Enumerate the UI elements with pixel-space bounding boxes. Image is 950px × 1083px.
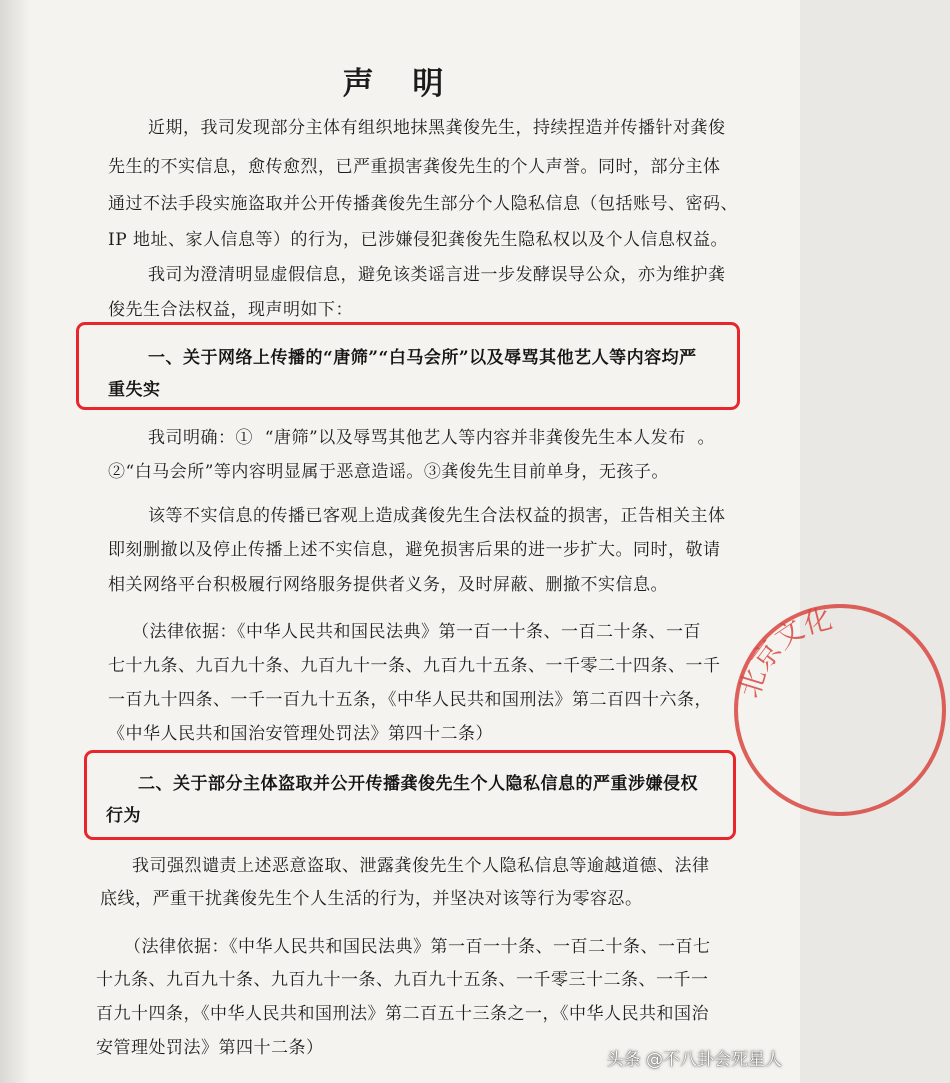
section1-heading-line-2: 重失实 bbox=[108, 380, 161, 400]
para2-line-1: 我司为澄清明显虚假信息，避免该类谣言进一步发酵误导公众，亦为维护龚 bbox=[148, 265, 726, 285]
seal-text: 北京文化 bbox=[732, 601, 836, 702]
legal2-line-1: （法律依据：《中华人民共和国民法典》第一百一十条、一百二十条、一百七 bbox=[124, 937, 711, 957]
highlight-box-section-2 bbox=[84, 750, 736, 840]
seal-ring bbox=[736, 606, 944, 814]
legal2-line-3: 百九十四条，《中华人民共和国刑法》第二百五十三条之一，《中华人民共和国治 bbox=[96, 1004, 709, 1024]
para1-line-3: 通过不法手段实施盗取并公开传播龚俊先生部分个人隐私信息（包括账号、密码、 bbox=[108, 194, 738, 214]
legal1-line-3: 一百九十四条、一千一百九十五条，《中华人民共和国刑法》第二百四十六条， bbox=[108, 690, 712, 710]
svg-text:北京文化 bbox=[733, 602, 836, 702]
para3-line-2: ②“白马会所”等内容明显属于恶意造谣。③龚俊先生目前单身，无孩子。 bbox=[108, 462, 669, 482]
para4-line-1: 该等不实信息的传播已客观上造成龚俊先生合法权益的损害，正告相关主体 bbox=[148, 506, 726, 526]
para5-line-2: 底线，严重干扰龚俊先生个人生活的行为，并坚决对该等行为零容忍。 bbox=[100, 889, 643, 909]
section2-heading-line-2: 行为 bbox=[106, 806, 141, 826]
para1-line-2: 先生的不实信息，愈传愈烈，已严重损害龚俊先生的个人声誉。同时，部分主体 bbox=[108, 157, 721, 177]
para1-line-4: IP 地址、家人信息等）的行为，已涉嫌侵犯龚俊先生隐私权以及个人信息权益。 bbox=[108, 230, 729, 250]
legal2-line-4: 安管理处罚法》第四十二条） bbox=[96, 1038, 324, 1058]
legal1-line-1: （法律依据：《中华人民共和国民法典》第一百一十条、一百二十条、一百 bbox=[132, 622, 701, 642]
para3-line-1: 我司明确：① “唐筛”以及辱骂其他艺人等内容并非龚俊先生本人发布 。 bbox=[148, 428, 715, 448]
para1-line-1: 近期，我司发现部分主体有组织地抹黑龚俊先生，持续捏造并传播针对龚俊 bbox=[148, 118, 726, 138]
legal2-line-2: 十九条、九百九十条、九百九十一条、九百九十五条、一千零三十二条、一千一 bbox=[96, 970, 709, 990]
legal1-line-4: 《中华人民共和国治安管理处罚法》第四十二条） bbox=[108, 724, 493, 744]
page-title: 声 明 bbox=[342, 66, 458, 102]
para2-line-2: 俊先生合法权益，现声明如下： bbox=[108, 300, 353, 320]
section2-heading-line-1: 二、关于部分主体盗取并公开传播龚俊先生个人隐私信息的严重涉嫌侵权 bbox=[138, 774, 698, 794]
watermark: 头条 @不八卦会死星人 bbox=[606, 1050, 782, 1070]
section1-heading-line-1: 一、关于网络上传播的“唐筛”“白马会所”以及辱骂其他艺人等内容均严 bbox=[148, 348, 697, 368]
legal1-line-2: 七十九条、九百九十条、九百九十一条、九百九十五条、一千零二十四条、一千 bbox=[108, 656, 721, 676]
company-seal bbox=[730, 600, 950, 820]
para4-line-3: 相关网络平台积极履行网络服务提供者义务，及时屏蔽、删撤不实信息。 bbox=[108, 575, 668, 595]
para5-line-1: 我司强烈谴责上述恶意盗取、泄露龚俊先生个人隐私信息等逾越道德、法律 bbox=[132, 856, 710, 876]
para4-line-2: 即刻删撤以及停止传播上述不实信息，避免损害后果的进一步扩大。同时，敬请 bbox=[108, 540, 721, 560]
